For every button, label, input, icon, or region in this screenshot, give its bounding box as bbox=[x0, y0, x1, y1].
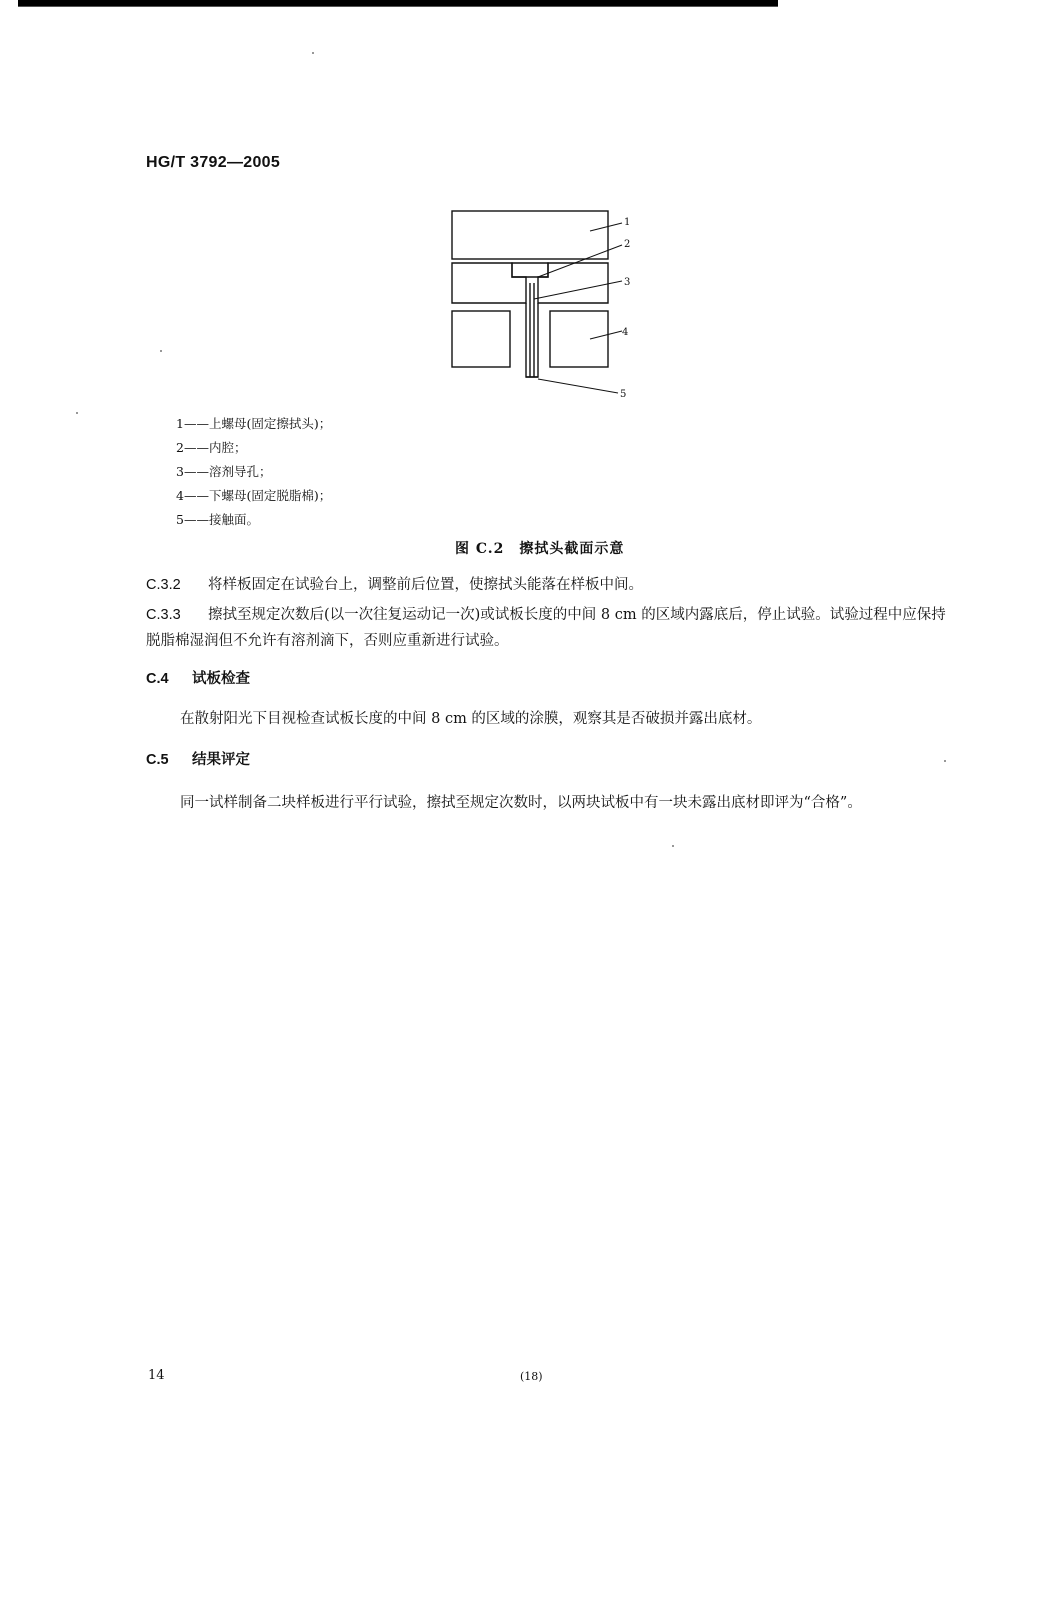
section-title: 试板检查 bbox=[192, 670, 250, 687]
top-rule-thin bbox=[18, 6, 778, 7]
legend-item: 4——下螺母(固定脱脂棉)； bbox=[176, 488, 332, 503]
scan-speck bbox=[944, 760, 946, 762]
callout-4: 4 bbox=[622, 327, 629, 338]
lower-nut-right bbox=[550, 311, 608, 367]
page-number: 14 bbox=[148, 1368, 165, 1383]
scan-speck bbox=[76, 412, 78, 414]
section-number: C.5 bbox=[146, 752, 169, 768]
legend-item: 1——上螺母(固定擦拭头)； bbox=[176, 416, 332, 431]
callout-2: 2 bbox=[624, 239, 631, 250]
standard-header: HG/T 3792—2005 bbox=[146, 154, 281, 171]
wiping-head-section-figure bbox=[430, 205, 660, 405]
legend-item: 5——接触面。 bbox=[176, 512, 259, 527]
legend-item: 2——内腔； bbox=[176, 440, 247, 455]
sequence-number: (18) bbox=[520, 1370, 543, 1383]
section-heading-c4 bbox=[146, 667, 250, 688]
clause-text: 将样板固定在试验台上，调整前后位置，使擦拭头能落在样板中间。 bbox=[208, 577, 643, 593]
callout-5: 5 bbox=[620, 389, 627, 400]
callout-1: 1 bbox=[624, 217, 631, 228]
figure-caption: 图 C.2 擦拭头截面示意 bbox=[455, 541, 625, 557]
clause-c333 bbox=[146, 602, 946, 654]
lower-nut-left bbox=[452, 311, 510, 367]
clause-text: 擦拭至规定次数后(以一次往复运动记一次)或试板长度的中间 8 cm 的区域内露底后，停止试验。试验过程中应保持脱脂棉湿润但不允许有溶剂滴下，否则应重新进行试验。 bbox=[146, 607, 946, 649]
upper-nut-shape bbox=[452, 211, 608, 259]
section-body-c4: 在散射阳光下目视检查试板长度的中间 8 cm 的区域的涂膜，观察其是否破损并露出底材。 bbox=[180, 711, 762, 727]
scan-speck bbox=[312, 52, 314, 54]
figure-legend bbox=[176, 412, 331, 532]
legend-item: 3——溶剂导孔； bbox=[176, 464, 272, 479]
section-number: C.4 bbox=[146, 671, 169, 687]
scan-speck bbox=[672, 845, 674, 847]
section-body-c5: 同一试样制备二块样板进行平行试验，擦拭至规定次数时，以两块试板中有一块未露出底材即评为“合格”。 bbox=[180, 795, 862, 811]
section-heading-c5 bbox=[146, 748, 250, 769]
clause-number: C.3.2 bbox=[146, 577, 181, 593]
clause-c332 bbox=[146, 572, 946, 598]
middle-block-left bbox=[452, 263, 526, 303]
solvent-channel bbox=[526, 303, 538, 377]
clause-number: C.3.3 bbox=[146, 607, 181, 623]
callout-3: 3 bbox=[624, 277, 631, 288]
section-title: 结果评定 bbox=[192, 751, 250, 768]
scan-speck bbox=[160, 350, 162, 352]
